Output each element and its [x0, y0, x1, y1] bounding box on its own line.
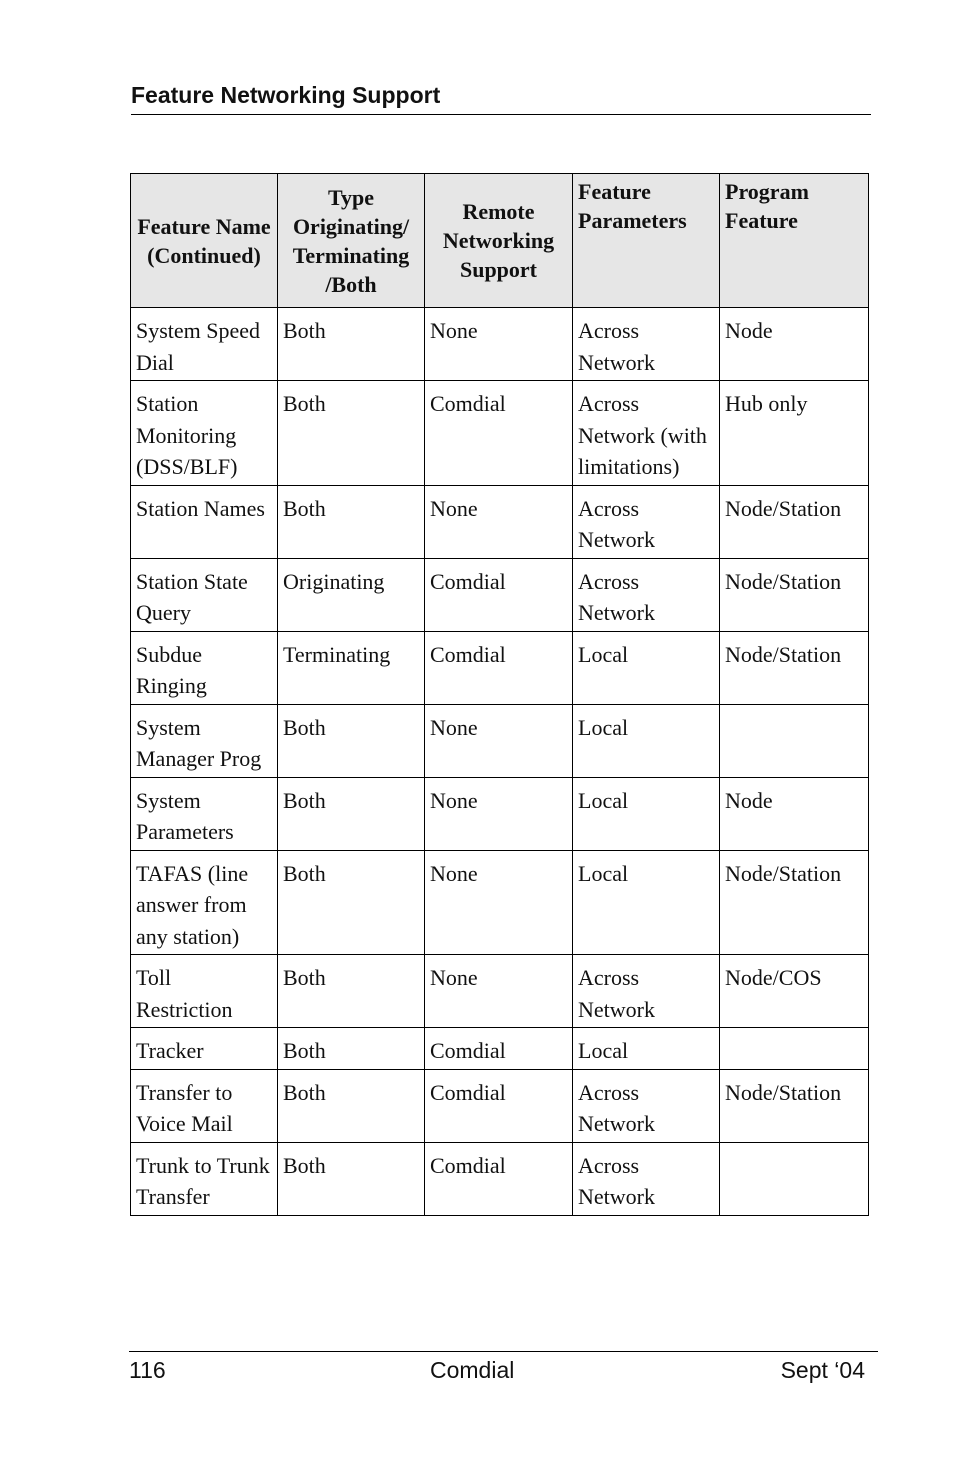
program-feature-cell	[720, 704, 869, 777]
remote-networking-cell: Comdial	[425, 1028, 573, 1070]
remote-networking-cell: None	[425, 704, 573, 777]
feature-parameters-cell: Local	[573, 777, 720, 850]
type-cell: Both	[278, 308, 425, 381]
remote-networking-cell: Comdial	[425, 381, 573, 486]
remote-networking-cell: Comdial	[425, 1142, 573, 1215]
type-cell: Both	[278, 1028, 425, 1070]
column-header-type: Type Originating/ Terminating /Both	[278, 174, 425, 308]
feature-name-cell: TAFAS (line answer from any station)	[131, 850, 278, 955]
feature-parameters-cell: Across Network (with limitations)	[573, 381, 720, 486]
type-cell: Both	[278, 777, 425, 850]
type-cell: Both	[278, 1069, 425, 1142]
remote-networking-cell: None	[425, 850, 573, 955]
footer-publisher: Comdial	[430, 1357, 515, 1383]
remote-networking-cell: Comdial	[425, 631, 573, 704]
program-feature-cell: Node	[720, 777, 869, 850]
program-feature-cell: Node/Station	[720, 1069, 869, 1142]
feature-parameters-cell: Across Network	[573, 1069, 720, 1142]
column-header-feature-name: Feature Name (Continued)	[131, 174, 278, 308]
feature-parameters-cell: Local	[573, 850, 720, 955]
feature-parameters-cell: Local	[573, 1028, 720, 1070]
table-body	[131, 308, 869, 1216]
page-number: 116	[129, 1357, 166, 1383]
column-header-remote-networking: Remote Networking Support	[425, 174, 573, 308]
footer-date: Sept ‘04	[780, 1357, 865, 1383]
feature-name-cell: Transfer to Voice Mail	[131, 1069, 278, 1142]
remote-networking-cell: None	[425, 485, 573, 558]
column-header-program-feature: Program Feature	[720, 174, 869, 308]
type-cell: Both	[278, 850, 425, 955]
column-header-feature-parameters: Feature Parameters	[573, 174, 720, 308]
remote-networking-cell: None	[425, 955, 573, 1028]
feature-name-cell: System Parameters	[131, 777, 278, 850]
feature-parameters-cell: Local	[573, 631, 720, 704]
feature-name-cell: System Manager Prog	[131, 704, 278, 777]
table-row	[131, 850, 869, 955]
table-row	[131, 1142, 869, 1215]
remote-networking-cell: None	[425, 777, 573, 850]
type-cell: Both	[278, 1142, 425, 1215]
remote-networking-cell: Comdial	[425, 558, 573, 631]
feature-name-cell: Station Monitoring (DSS/BLF)	[131, 381, 278, 486]
table-row	[131, 955, 869, 1028]
type-cell: Both	[278, 381, 425, 486]
type-cell: Originating	[278, 558, 425, 631]
table-header-row	[131, 174, 869, 308]
feature-name-cell: Trunk to Trunk Transfer	[131, 1142, 278, 1215]
page-footer	[129, 1351, 878, 1392]
type-cell: Both	[278, 704, 425, 777]
page-header	[131, 78, 871, 115]
program-feature-cell: Node/Station	[720, 485, 869, 558]
program-feature-cell: Node/COS	[720, 955, 869, 1028]
table-row	[131, 485, 869, 558]
program-feature-cell: Node/Station	[720, 631, 869, 704]
feature-name-cell: Station State Query	[131, 558, 278, 631]
type-cell: Both	[278, 955, 425, 1028]
table-row	[131, 777, 869, 850]
table-row	[131, 308, 869, 381]
table-row	[131, 558, 869, 631]
feature-parameters-cell: Local	[573, 704, 720, 777]
feature-name-cell: System Speed Dial	[131, 308, 278, 381]
program-feature-cell: Hub only	[720, 381, 869, 486]
feature-name-cell: Station Names	[131, 485, 278, 558]
program-feature-cell: Node/Station	[720, 850, 869, 955]
table-row	[131, 631, 869, 704]
type-cell: Both	[278, 485, 425, 558]
feature-parameters-cell: Across Network	[573, 485, 720, 558]
table-row	[131, 704, 869, 777]
program-feature-cell: Node	[720, 308, 869, 381]
feature-parameters-cell: Across Network	[573, 1142, 720, 1215]
program-feature-cell	[720, 1142, 869, 1215]
feature-table	[130, 173, 869, 1216]
remote-networking-cell: None	[425, 308, 573, 381]
feature-name-cell: Toll Restriction	[131, 955, 278, 1028]
feature-parameters-cell: Across Network	[573, 308, 720, 381]
feature-parameters-cell: Across Network	[573, 955, 720, 1028]
feature-name-cell: Tracker	[131, 1028, 278, 1070]
remote-networking-cell: Comdial	[425, 1069, 573, 1142]
program-feature-cell	[720, 1028, 869, 1070]
table-row	[131, 1069, 869, 1142]
table-row	[131, 1028, 869, 1070]
program-feature-cell: Node/Station	[720, 558, 869, 631]
page-title: Feature Networking Support	[131, 82, 441, 108]
table-row	[131, 381, 869, 486]
type-cell: Terminating	[278, 631, 425, 704]
feature-parameters-cell: Across Network	[573, 558, 720, 631]
feature-name-cell: Subdue Ringing	[131, 631, 278, 704]
